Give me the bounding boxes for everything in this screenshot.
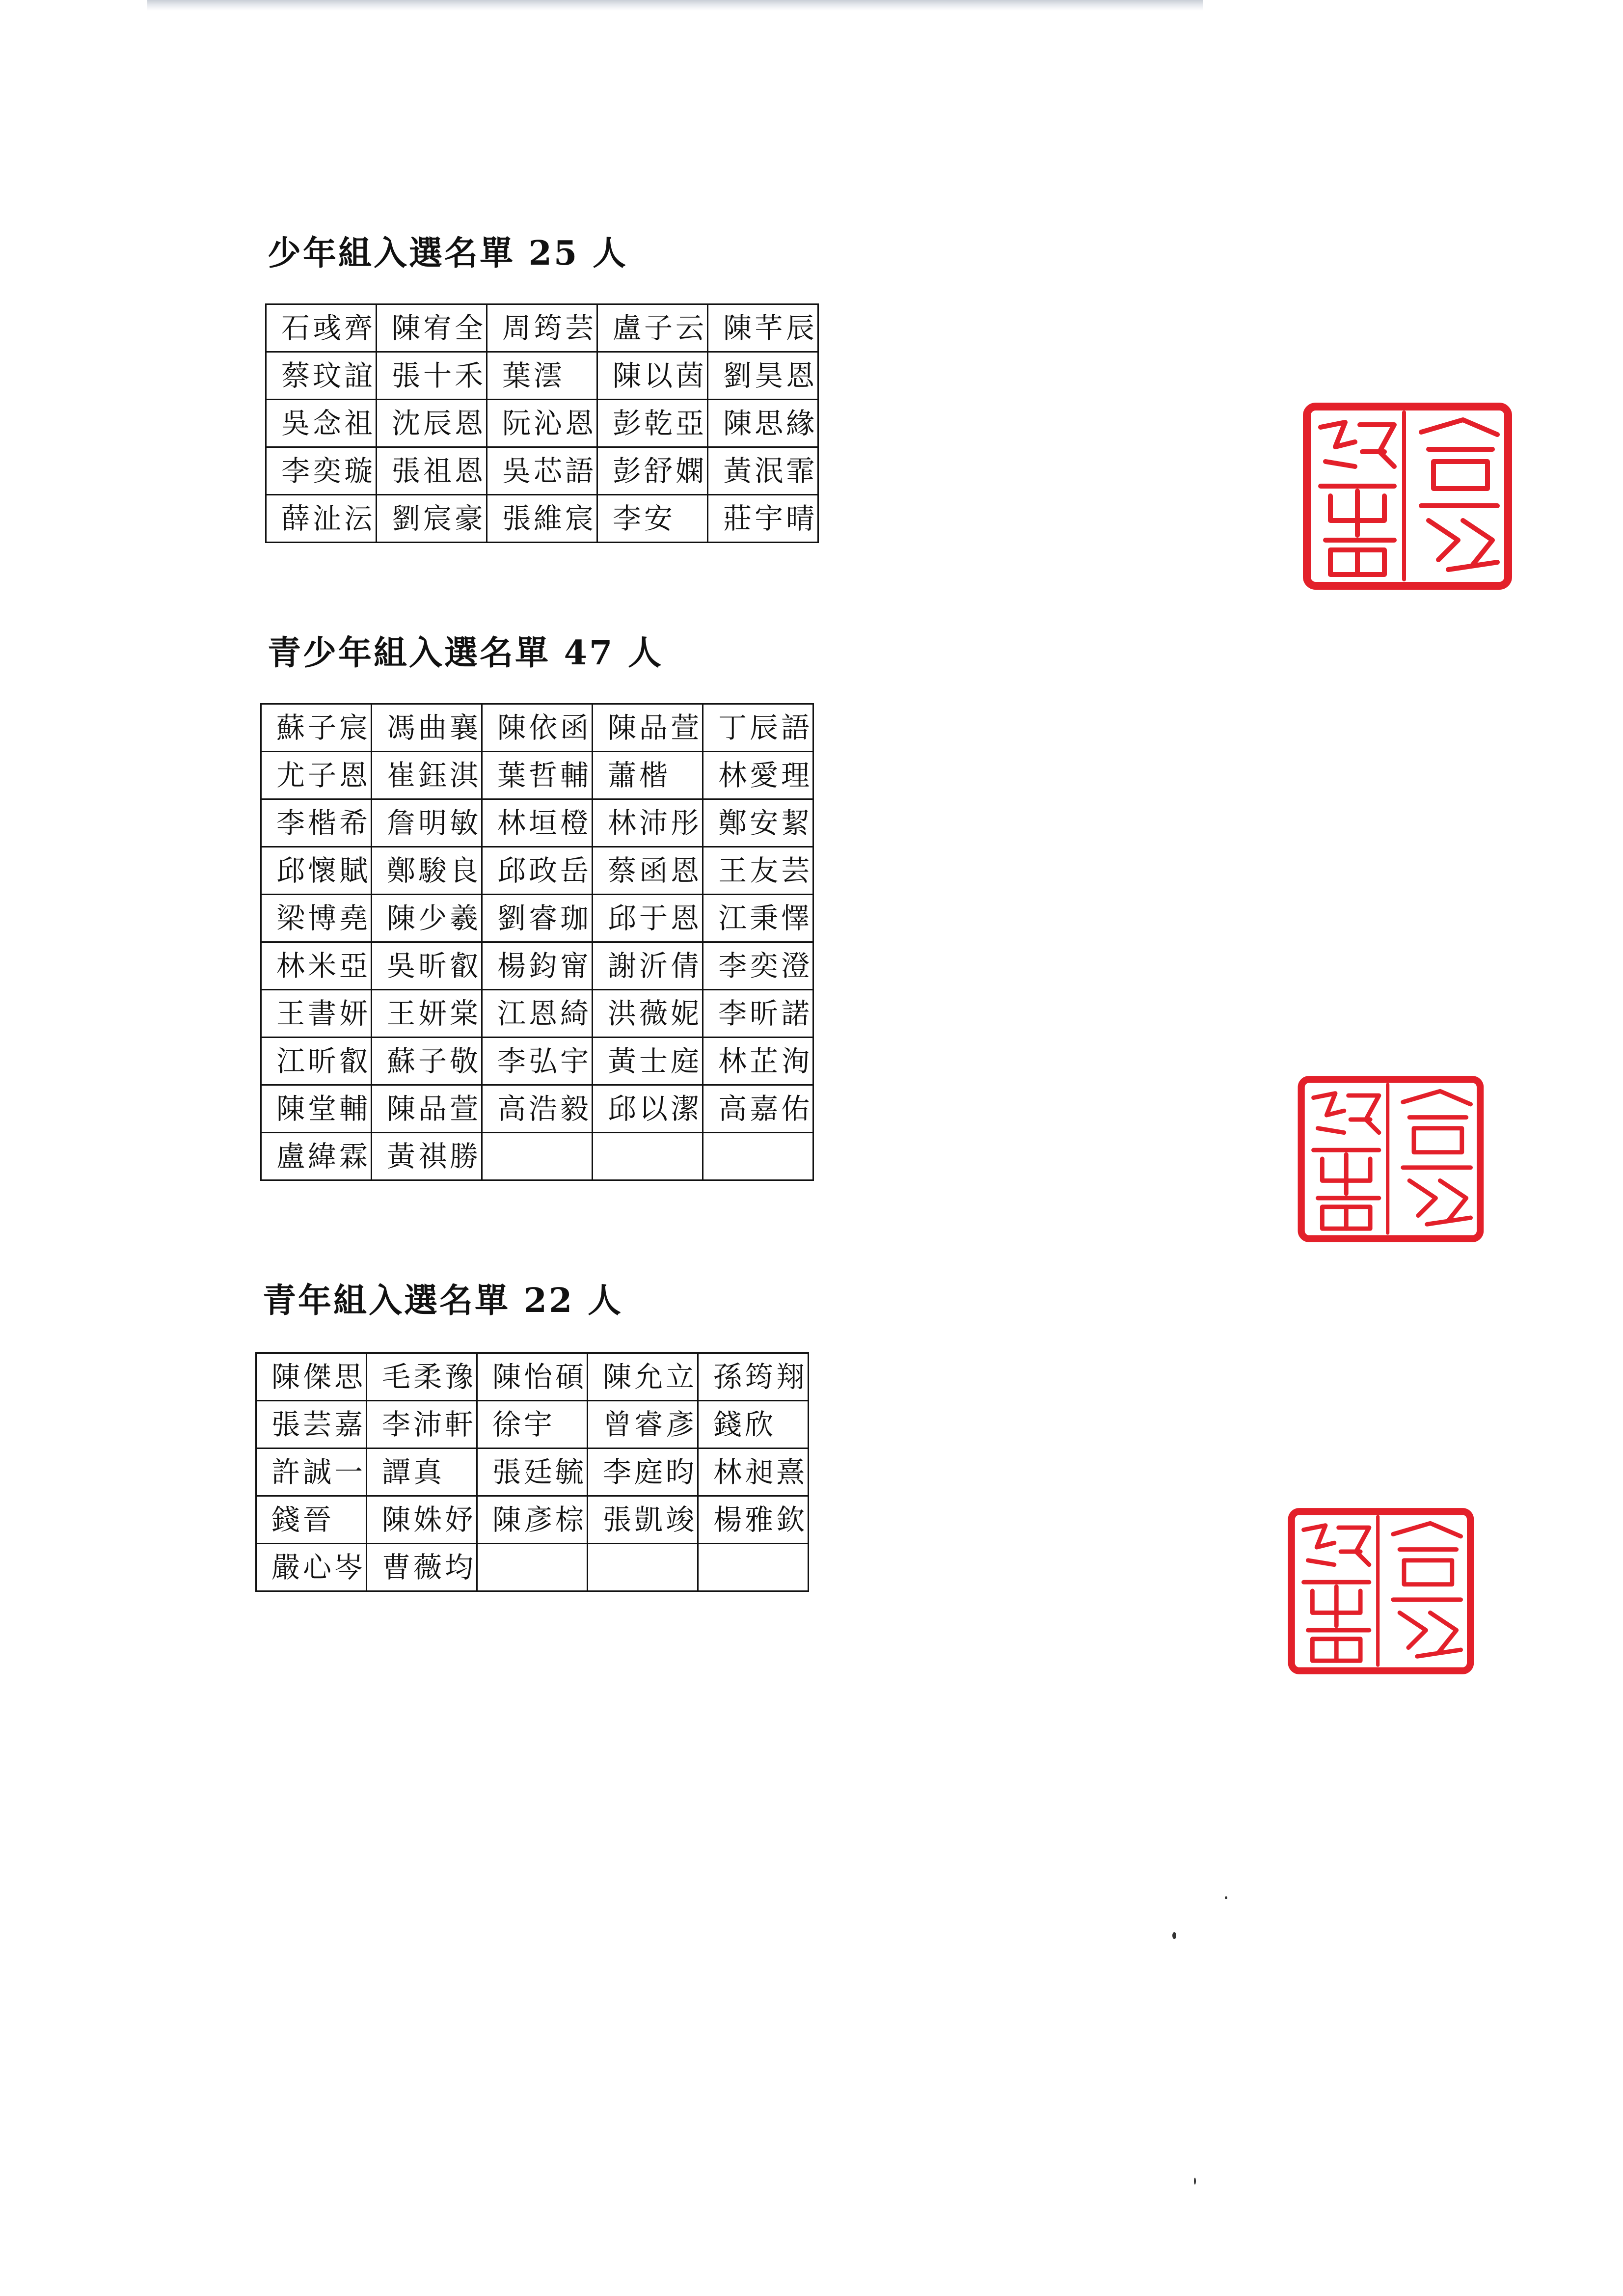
scan-speck bbox=[1225, 1896, 1227, 1899]
name-cell: 丁辰語 bbox=[703, 704, 813, 752]
name-cell: 周筠芸 bbox=[487, 304, 597, 352]
name-cell bbox=[698, 1544, 809, 1591]
name-cell: 林芷洵 bbox=[703, 1038, 813, 1085]
table-row bbox=[266, 304, 818, 352]
name-cell: 林沛彤 bbox=[593, 799, 703, 847]
name-cell: 王友芸 bbox=[703, 847, 813, 895]
name-cell: 李昕諾 bbox=[703, 990, 813, 1038]
name-cell: 詹明敏 bbox=[372, 799, 482, 847]
name-cell: 陳姝妤 bbox=[367, 1496, 477, 1544]
section-title: 青少年組入選名單 47 人 bbox=[268, 633, 663, 673]
name-cell: 許誠一 bbox=[256, 1449, 367, 1496]
table-row bbox=[256, 1353, 809, 1401]
name-cell: 吳芯語 bbox=[487, 447, 597, 495]
table-row bbox=[256, 1544, 809, 1591]
name-cell: 陳彥棕 bbox=[477, 1496, 588, 1544]
name-cell: 李楷希 bbox=[261, 799, 372, 847]
name-cell: 馮曲襄 bbox=[372, 704, 482, 752]
roster-table-young-adult bbox=[255, 1352, 809, 1592]
section-title: 青年組入選名單 22 人 bbox=[263, 1281, 623, 1320]
name-cell: 尤子恩 bbox=[261, 752, 372, 799]
roster-table-youth bbox=[260, 703, 814, 1181]
name-cell: 高嘉佑 bbox=[703, 1085, 813, 1133]
table-row bbox=[261, 942, 813, 990]
name-cell: 蘇子宸 bbox=[261, 704, 372, 752]
name-cell: 李庭昀 bbox=[588, 1449, 698, 1496]
name-cell: 彭舒嫻 bbox=[597, 447, 708, 495]
table-row bbox=[261, 799, 813, 847]
name-cell bbox=[477, 1544, 588, 1591]
name-cell: 張芸嘉 bbox=[256, 1401, 367, 1449]
name-cell: 張祖恩 bbox=[377, 447, 487, 495]
name-cell: 鄭駿良 bbox=[372, 847, 482, 895]
name-cell: 陳少羲 bbox=[372, 895, 482, 942]
name-cell: 謝沂倩 bbox=[593, 942, 703, 990]
name-cell bbox=[593, 1133, 703, 1180]
name-cell: 洪薇妮 bbox=[593, 990, 703, 1038]
name-cell: 莊宇晴 bbox=[708, 495, 818, 543]
name-cell: 張維宸 bbox=[487, 495, 597, 543]
table-row bbox=[256, 1401, 809, 1449]
name-cell: 高浩毅 bbox=[482, 1085, 593, 1133]
name-cell: 徐宇 bbox=[477, 1401, 588, 1449]
table-row bbox=[266, 400, 818, 447]
name-cell: 薛沚沄 bbox=[266, 495, 377, 543]
name-cell: 陳芊辰 bbox=[708, 304, 818, 352]
scan-speck bbox=[1194, 2178, 1196, 2185]
name-cell: 陳怡碩 bbox=[477, 1353, 588, 1401]
name-cell: 張十禾 bbox=[377, 352, 487, 400]
name-cell: 邱于恩 bbox=[593, 895, 703, 942]
name-cell: 沈辰恩 bbox=[377, 400, 487, 447]
name-cell: 江秉懌 bbox=[703, 895, 813, 942]
name-cell: 毛柔豫 bbox=[367, 1353, 477, 1401]
name-cell: 林垣橙 bbox=[482, 799, 593, 847]
scan-speck bbox=[1172, 1932, 1176, 1939]
name-cell: 陳品萱 bbox=[372, 1085, 482, 1133]
name-cell: 邱政岳 bbox=[482, 847, 593, 895]
name-cell: 曾睿彥 bbox=[588, 1401, 698, 1449]
section-title: 少年組入選名單 25 人 bbox=[268, 234, 628, 273]
name-cell: 葉哲輔 bbox=[482, 752, 593, 799]
name-cell: 孫筠翔 bbox=[698, 1353, 809, 1401]
name-cell: 邱懷賦 bbox=[261, 847, 372, 895]
table-row bbox=[266, 352, 818, 400]
name-cell: 王妍棠 bbox=[372, 990, 482, 1038]
name-cell: 吳昕叡 bbox=[372, 942, 482, 990]
name-cell: 曹薇均 bbox=[367, 1544, 477, 1591]
name-cell: 鄭安絜 bbox=[703, 799, 813, 847]
name-cell: 盧子云 bbox=[597, 304, 708, 352]
table-row bbox=[266, 495, 818, 543]
name-cell: 李奕澄 bbox=[703, 942, 813, 990]
name-cell: 蔡函恩 bbox=[593, 847, 703, 895]
name-cell: 林米亞 bbox=[261, 942, 372, 990]
table-row bbox=[256, 1496, 809, 1544]
name-cell: 盧緯霖 bbox=[261, 1133, 372, 1180]
name-cell: 黃士庭 bbox=[593, 1038, 703, 1085]
table-row bbox=[261, 1085, 813, 1133]
name-cell bbox=[703, 1133, 813, 1180]
name-cell: 蕭楷 bbox=[593, 752, 703, 799]
name-cell: 錢欣 bbox=[698, 1401, 809, 1449]
table-row bbox=[261, 1038, 813, 1085]
name-cell: 張凱竣 bbox=[588, 1496, 698, 1544]
name-cell: 陳依函 bbox=[482, 704, 593, 752]
table-row bbox=[261, 1133, 813, 1180]
name-cell: 劉睿珈 bbox=[482, 895, 593, 942]
name-cell: 蘇子敬 bbox=[372, 1038, 482, 1085]
name-cell: 王書妍 bbox=[261, 990, 372, 1038]
name-cell: 黃祺勝 bbox=[372, 1133, 482, 1180]
table-row bbox=[261, 990, 813, 1038]
seal-stamp bbox=[1286, 1488, 1483, 1694]
name-cell: 黃泯霏 bbox=[708, 447, 818, 495]
scan-edge-shadow bbox=[147, 0, 1203, 11]
name-cell: 楊雅欽 bbox=[698, 1496, 809, 1544]
name-cell: 江昕叡 bbox=[261, 1038, 372, 1085]
name-cell: 李奕璇 bbox=[266, 447, 377, 495]
name-cell: 梁博堯 bbox=[261, 895, 372, 942]
name-cell: 江恩綺 bbox=[482, 990, 593, 1038]
name-cell: 楊鈞甯 bbox=[482, 942, 593, 990]
name-cell: 陳思緣 bbox=[708, 400, 818, 447]
name-cell: 陳堂輔 bbox=[261, 1085, 372, 1133]
seal-stamp bbox=[1301, 393, 1522, 599]
name-cell: 張廷毓 bbox=[477, 1449, 588, 1496]
roster-table-junior bbox=[265, 303, 819, 543]
table-row bbox=[261, 847, 813, 895]
name-cell: 葉澐 bbox=[487, 352, 597, 400]
name-cell: 彭乾亞 bbox=[597, 400, 708, 447]
name-cell: 石彧齊 bbox=[266, 304, 377, 352]
name-cell: 林昶熹 bbox=[698, 1449, 809, 1496]
name-cell: 陳允立 bbox=[588, 1353, 698, 1401]
name-cell: 邱以潔 bbox=[593, 1085, 703, 1133]
table-row bbox=[261, 895, 813, 942]
table-row bbox=[261, 752, 813, 799]
name-cell: 陳宥全 bbox=[377, 304, 487, 352]
name-cell bbox=[482, 1133, 593, 1180]
seal-stamp bbox=[1296, 1056, 1492, 1262]
name-cell: 譚真 bbox=[367, 1449, 477, 1496]
name-cell: 阮沁恩 bbox=[487, 400, 597, 447]
table-row bbox=[261, 704, 813, 752]
name-cell: 劉宸豪 bbox=[377, 495, 487, 543]
name-cell: 嚴心岑 bbox=[256, 1544, 367, 1591]
name-cell: 吳念祖 bbox=[266, 400, 377, 447]
name-cell: 林愛理 bbox=[703, 752, 813, 799]
name-cell bbox=[588, 1544, 698, 1591]
table-row bbox=[266, 447, 818, 495]
name-cell: 蔡玟誼 bbox=[266, 352, 377, 400]
name-cell: 陳品萱 bbox=[593, 704, 703, 752]
name-cell: 李安 bbox=[597, 495, 708, 543]
name-cell: 陳傑思 bbox=[256, 1353, 367, 1401]
name-cell: 李沛軒 bbox=[367, 1401, 477, 1449]
table-row bbox=[256, 1449, 809, 1496]
name-cell: 劉昊恩 bbox=[708, 352, 818, 400]
name-cell: 陳以茵 bbox=[597, 352, 708, 400]
name-cell: 李弘宇 bbox=[482, 1038, 593, 1085]
name-cell: 錢晉 bbox=[256, 1496, 367, 1544]
name-cell: 崔鈺淇 bbox=[372, 752, 482, 799]
